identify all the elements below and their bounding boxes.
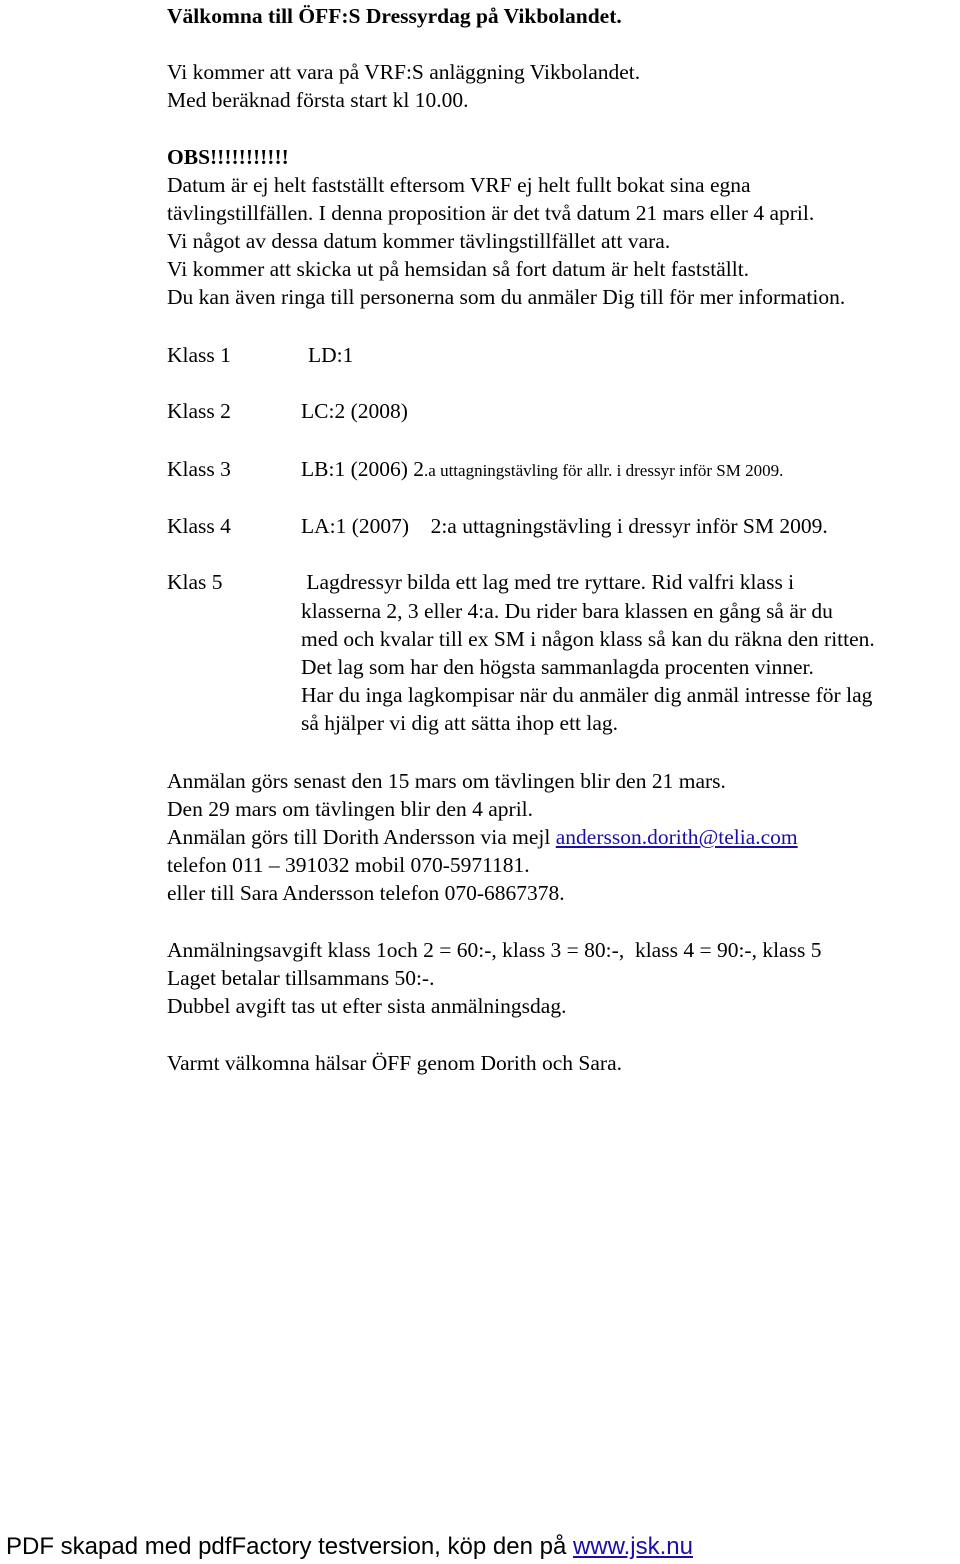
registration-line-2: Den 29 mars om tävlingen blir den 4 april. xyxy=(167,797,534,821)
fees-line-3: Dubbel avgift tas ut efter sista anmälningsdag. xyxy=(167,994,567,1018)
class-3-note: .a uttagningstävling för allr. i dressyr inför SM 2009. xyxy=(424,461,784,480)
class-5-line-5: Har du inga lagkompisar när du anmäler dig anmäl intresse för lag xyxy=(301,683,873,707)
closing-line: Varmt välkomna hälsar ÖFF genom Dorith och Sara. xyxy=(167,1051,622,1075)
class-2-value: LC:2 (2008) xyxy=(301,399,408,423)
registration-line-4: telefon 011 – 391032 mobil 070-5971181. xyxy=(167,853,530,877)
fees-line-1: Anmälningsavgift klass 1och 2 = 60:-, klass 3 = 80:-, klass 4 = 90:-, klass 5 xyxy=(167,938,822,962)
class-2-label: Klass 2 xyxy=(167,399,231,423)
intro-line-2: Med beräknad första start kl 10.00. xyxy=(167,88,469,112)
pdf-footer xyxy=(6,1531,693,1563)
document-title: Välkomna till ÖFF:S Dressyrdag på Vikbolandet. xyxy=(167,4,622,28)
registration-line-3 xyxy=(167,823,798,851)
class-5-line-6: så hjälper vi dig att sätta ihop ett lag. xyxy=(301,711,619,735)
class-1-value: LD:1 xyxy=(308,343,354,367)
class-5-line-2: klasserna 2, 3 eller 4:a. Du rider bara klassen en gång så är du xyxy=(301,599,833,623)
obs-line-3: Vi något av dessa datum kommer tävlingstillfället att vara. xyxy=(167,229,671,253)
class-3-code: LB:1 (2006) 2 xyxy=(301,457,425,481)
email-link[interactable]: andersson.dorith@telia.com xyxy=(555,825,798,849)
obs-line-1: Datum är ej helt fastställt eftersom VRF ej helt fullt bokat sina egna xyxy=(167,173,751,197)
class-1-label: Klass 1 xyxy=(167,343,231,367)
intro-line-1: Vi kommer att vara på VRF:S anläggning Vikbolandet. xyxy=(167,60,641,84)
class-5-line-1: Lagdressyr bilda ett lag med tre ryttare. Rid valfri klass i xyxy=(301,570,795,594)
class-4-value: LA:1 (2007) 2:a uttagningstävling i dressyr inför SM 2009. xyxy=(301,514,828,538)
class-5-label: Klas 5 xyxy=(167,570,223,594)
class-5-line-4: Det lag som har den högsta sammanlagda procenten vinner. xyxy=(301,655,814,679)
obs-heading: OBS!!!!!!!!!!! xyxy=(167,145,289,169)
obs-line-4: Vi kommer att skicka ut på hemsidan så fort datum är helt fastställt. xyxy=(167,257,750,281)
obs-line-2: tävlingstillfällen. I denna proposition är det två datum 21 mars eller 4 april. xyxy=(167,201,815,225)
class-3-label: Klass 3 xyxy=(167,457,231,481)
class-4-label: Klass 4 xyxy=(167,514,231,538)
obs-line-5: Du kan även ringa till personerna som du anmäler Dig till för mer information. xyxy=(167,285,846,309)
fees-line-2: Laget betalar tillsammans 50:-. xyxy=(167,966,435,990)
footer-text: PDF skapad med pdfFactory testversion, köp den på xyxy=(6,1533,573,1560)
registration-contact-text: Anmälan görs till Dorith Andersson via mejl xyxy=(167,825,556,849)
class-3-value xyxy=(301,455,783,485)
registration-line-1: Anmälan görs senast den 15 mars om tävlingen blir den 21 mars. xyxy=(167,769,726,793)
registration-line-5: eller till Sara Andersson telefon 070-6867378. xyxy=(167,881,565,905)
footer-link[interactable]: www.jsk.nu xyxy=(572,1533,693,1560)
class-5-line-3: med och kvalar till ex SM i någon klass så kan du räkna den ritten. xyxy=(301,627,875,651)
